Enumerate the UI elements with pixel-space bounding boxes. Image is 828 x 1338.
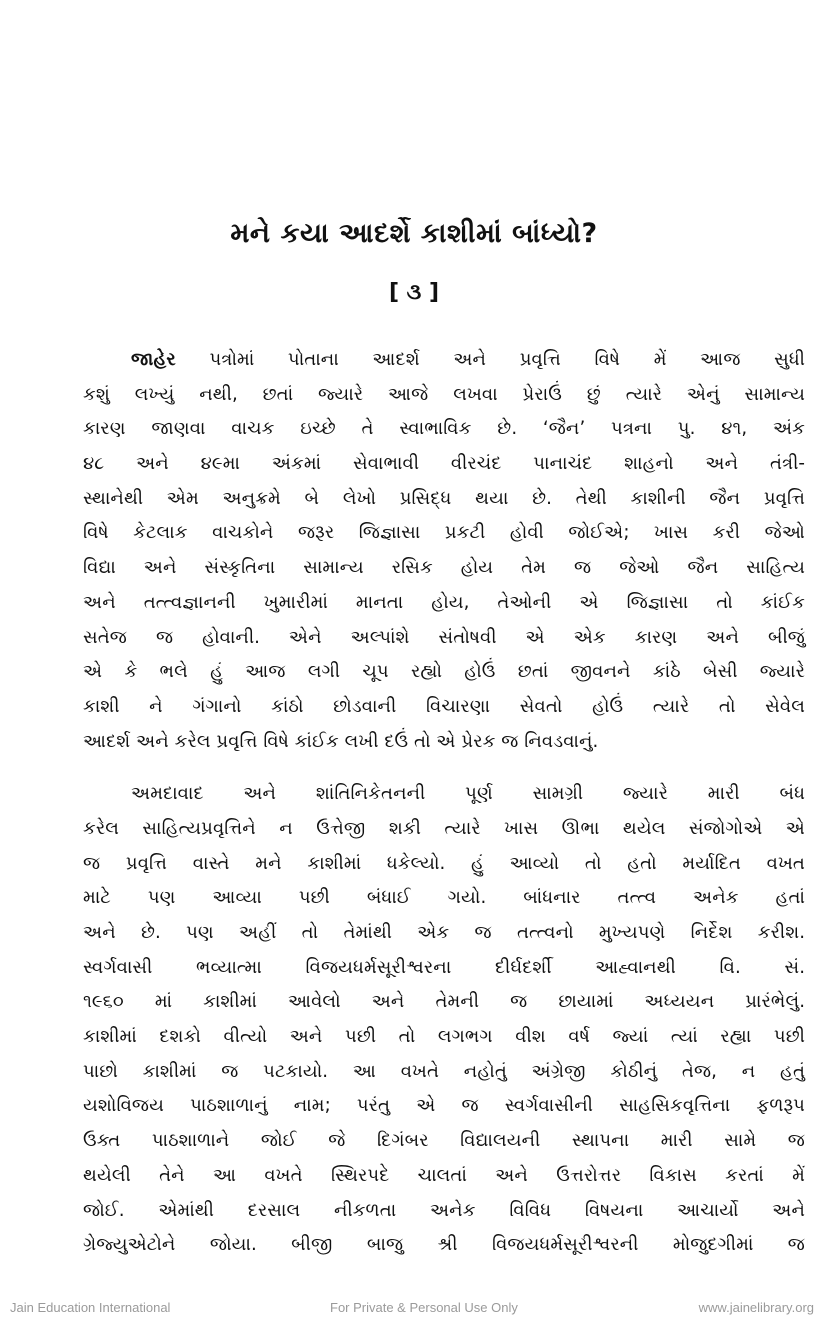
text-line: કાશી ને ગંગાનો કાંઠો છોડવાની વિચારણા સેવતો હોઉં ત્યારે તો સેવેલ: [83, 695, 805, 717]
text-line: પાછો કાશીમાં જ પટકાયો. આ વખતે નહોતું અંગ્રેજી કોઠીનું તેજ, ન હતું: [83, 1060, 805, 1082]
footer-website-link[interactable]: www.jainelibrary.org: [698, 1300, 814, 1315]
text-line: જોઈ. એમાંથી દરસાલ નીકળતા અનેક વિવિધ વિષયના આચાર્યો અને: [83, 1199, 805, 1221]
lead-word: જાહેર: [131, 349, 176, 370]
text-line: યશોવિજય પાઠશાળાનું નામ; પરંતુ એ જ સ્વર્ગવાસીની સાહસિકવૃત્તિના ફળરૂપ: [83, 1095, 805, 1117]
paragraph-2: [83, 777, 805, 1263]
text-line: અમદાવાદ અને શાંતિનિકેતનની પૂર્ણ સામગ્રી જ્યારે મારી બંધ: [131, 783, 805, 805]
text-line: જ પ્રવૃત્તિ વાસ્તે મને કાશીમાં ધકેલ્યો. હું આવ્યો તો હતો મર્યાદિત વખત: [83, 852, 805, 874]
text-line: સ્વર્ગવાસી ભવ્યાત્મા વિજયધર્મસૂરીશ્વરના દીર્ઘદર્શી આહ્વાનથી વિ. સં.: [83, 956, 805, 978]
text-line: વિદ્યા અને સંસ્કૃતિના સામાન્ય રસિક હોય તેમ જ જેઓ જૈન સાહિત્ય: [83, 557, 805, 579]
text-line: કાશીમાં દશકો વીત્યો અને પછી તો લગભગ વીશ વર્ષ જ્યાં ત્યાં રહ્યા પછી: [83, 1026, 805, 1048]
text-line: ૧૯૬૦ માં કાશીમાં આવેલો અને તેમની જ છાયામાં અધ્યયન પ્રારંભેલું.: [83, 991, 805, 1013]
text-line: આદર્શ અને કરેલ પ્રવૃત્તિ વિષે કાંઈક લખી દઉં તો એ પ્રેરક જ નિવડવાનું.: [83, 730, 599, 752]
text-line: અને તત્ત્વજ્ઞાનની ખુમારીમાં માનતા હોય, તેઓની એ જિજ્ઞાસા તો કાંઈક: [83, 591, 805, 613]
text-line: કારણ જાણવા વાચક ઇચ્છે તે સ્વાભાવિક છે. ‘જૈન’ પત્રના પુ. ૪૧, અંક: [83, 418, 805, 440]
text-line: અને છે. પણ અહીં તો તેમાંથી એક જ તત્ત્વનો મુખ્યપણે નિર્દેશ કરીશ.: [83, 922, 805, 943]
text-line: સ્થાનેથી એમ અનુક્રમે બે લેખો પ્રસિદ્ધ થયા છે. તેથી કાશીની જૈન પ્રવૃત્તિ: [83, 487, 805, 509]
text-line: જાહેર પત્રોમાં પોતાના આદર્શ અને પ્રવૃત્તિ વિષે મેં આજ સુધી: [131, 349, 805, 370]
body-text: [83, 343, 805, 1263]
paragraph-1: [83, 343, 805, 759]
text-line: કશું લખ્યું નથી, છતાં જ્યારે આજે લખવા પ્રેરાઉં છું ત્યારે એનું સામાન્ય: [83, 383, 805, 405]
text-line: કરેલ સાહિત્યપ્રવૃત્તિને ન ઉત્તેજી શકી ત્યારે ખાસ ઊભા થયેલ સંજોગોએ એ: [83, 817, 805, 839]
page-title: મને કયા આદર્શે કાશીમાં બાંધ્યો?: [230, 218, 598, 249]
text-line: ઉક્ત પાઠશાળાને જોઈ જે દિગંબર વિદ્યાલયની સ્થાપના મારી સામે જ: [83, 1130, 805, 1152]
text-line: ગ્રેજ્યુએટોને જોયા. બીજી બાજુ શ્રી વિજયધર્મસૂરીશ્વરની મોજુદગીમાં જ: [83, 1234, 805, 1256]
text-line: થયેલી તેને આ વખતે સ્થિરપદે ચાલતાં અને ઉત્તરોત્તર વિકાસ કરતાં મેં: [83, 1164, 805, 1186]
text-line: એ કે ભલે હું આજ લગી ચૂપ રહ્યો હોઉં છતાં જીવનને કાંઠે બેસી જ્યારે: [83, 661, 805, 683]
text-line: ૪૮ અને ૪૯મા અંકમાં સેવાભાવી વીરચંદ પાનાચંદ શાહનો અને તંત્રી-: [83, 453, 805, 475]
text-line: સતેજ જ હોવાની. એને અલ્પાંશે સંતોષવી એ એક કારણ અને બીજું: [83, 626, 805, 648]
footer-publisher: Jain Education International: [10, 1300, 171, 1315]
text-line: માટે પણ આવ્યા પછી બંધાઈ ગયો. બાંધનાર તત્ત્વ અનેક હતાં: [83, 887, 805, 909]
footer: [0, 1300, 828, 1320]
chapter-number: [ ૩ ]: [388, 280, 440, 305]
text-line: વિષે કેટલાક વાચકોને જરૂર જિજ્ઞાસા પ્રકટી હોવી જોઈએ; ખાસ કરી જેઓ: [83, 522, 805, 544]
footer-usage-note: For Private & Personal Use Only: [330, 1300, 518, 1315]
